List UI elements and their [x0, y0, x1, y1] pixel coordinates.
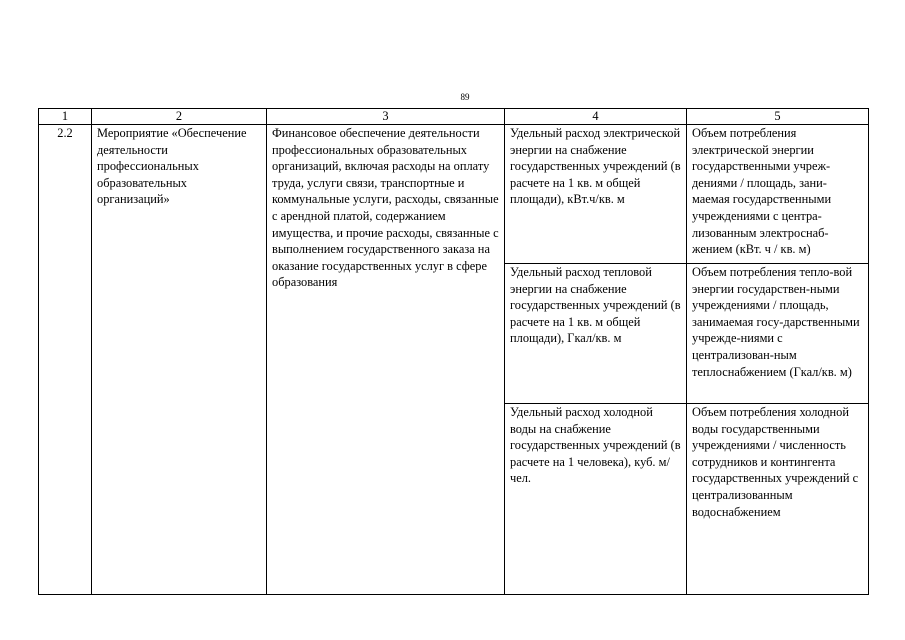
column-number-3: 3	[267, 109, 505, 125]
table-header-row	[39, 109, 869, 125]
measure-name	[92, 125, 267, 595]
page-number: 89	[460, 92, 470, 102]
column-number-5: 5	[687, 109, 869, 125]
column-number-4: 4	[505, 109, 687, 125]
indicator-formula	[687, 125, 869, 264]
indicator-formula	[687, 264, 869, 404]
measure-description-text: Финансовое обеспечение деятельности профессиональных образовательных организаций, включая расходы на оплату труда, услуги связи, транспортные и коммунальные услуги, расходы, связанные с арендной платой, содержанием имущества, и прочие расходы, связанные с выполнением государственного заказа на оказание государственных услуг в сфере образования	[272, 126, 499, 290]
indicator-name	[505, 264, 687, 404]
indicator-formula-text: Объем потребления тепло-вой энергии государствен-ными учреждениями / площадь, занимаемая госу-дарственными учрежде-ниями с централизован-ным теплоснабжением (Гкал/кв. м)	[692, 265, 860, 379]
column-number-1: 1	[39, 109, 92, 125]
indicator-name-text: Удельный расход электрической энергии на снабжение государственных учреждений (в расчете на 1 кв. м общей площади), кВт.ч/кв. м	[510, 126, 681, 207]
indicator-name	[505, 404, 687, 595]
indicator-name-text: Удельный расход тепловой энергии на снабжение государственных учреждений (в расчете на 1 кв. м общей площади), Гкал/кв. м	[510, 265, 681, 346]
indicator-formula-text: Объем потребления холодной воды государственными учреждениями / численность сотрудников и контингента государственных учреждений с централизованным водоснабжением	[692, 405, 859, 519]
indicator-formula-text: Объем потребления электрической энергии государственными учреж-дениями / площадь, зани-маемая государственными учреждениями с центра-лизованным электроснаб-жением (кВт. ч / кв. м)	[692, 126, 832, 257]
measure-description	[267, 125, 505, 595]
row-number: 2.2	[39, 125, 92, 595]
program-table	[38, 108, 869, 595]
column-number-2: 2	[92, 109, 267, 125]
measure-name-text: Мероприятие «Обеспечение деятельности профессиональных образовательных организаций»	[97, 126, 247, 207]
table-row	[39, 125, 869, 264]
indicator-formula	[687, 404, 869, 595]
indicator-name-text: Удельный расход холодной воды на снабжение государственных учреждений (в расчете на 1 человека), куб. м/чел.	[510, 405, 681, 486]
indicator-name	[505, 125, 687, 264]
